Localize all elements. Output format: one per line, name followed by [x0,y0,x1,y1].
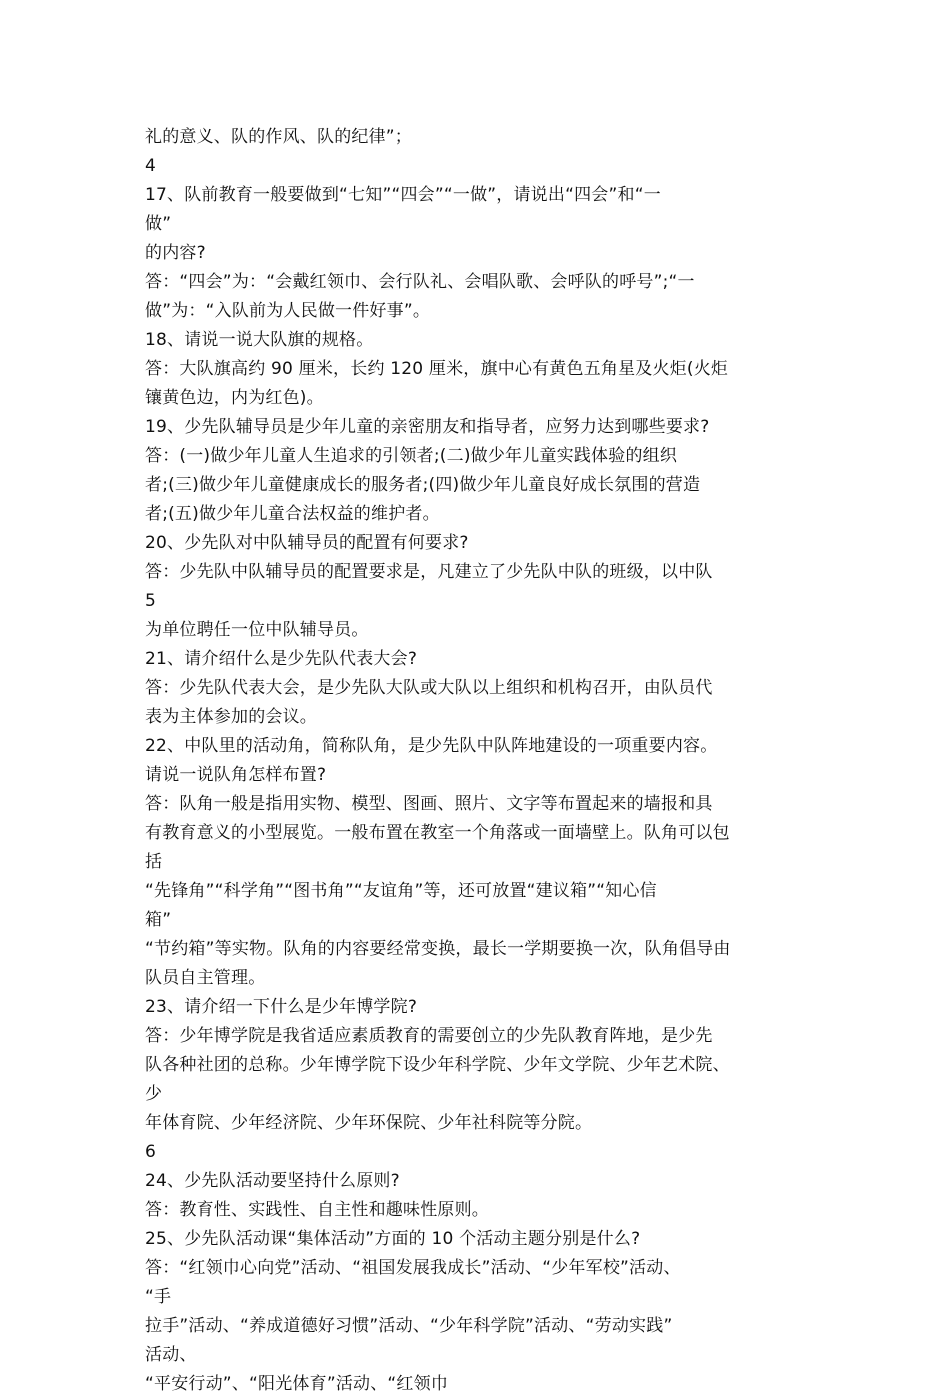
text-line: 队员自主管理。 [145,968,266,988]
page-number: 6 [145,1142,157,1162]
answer-23: 答：少年博学院是我省适应素质教育的需要创立的少先队教育阵地，是少先 [145,1026,713,1046]
text-line: 表为主体参加的会议。 [145,707,317,727]
text-line: 拉手”活动、“养成道德好习惯”活动、“少年科学院”活动、“劳动实践” [145,1316,673,1336]
text-line: 为单位聘任一位中队辅导员。 [145,620,369,640]
question-18: 18、请说一说大队旗的规格。 [145,330,374,350]
text-line: 有教育意义的小型展览。一般布置在教室一个角落或一面墙壁上。队角可以包 [145,823,730,843]
answer-25: 答：“红领巾心向党”活动、“祖国发展我成长”活动、“少年军校”活动、 [145,1258,681,1278]
text-line: 者;(三)做少年儿童健康成长的服务者;(四)做少年儿童良好成长氛围的营造 [145,475,701,495]
question-25: 25、少先队活动课“集体活动”方面的 10 个活动主题分别是什么? [145,1229,641,1249]
question-17: 17、队前教育一般要做到“七知”“四会”“一做”，请说出“四会”和“一 [145,185,661,205]
text-line: “平安行动”、“阳光体育”活动、“红领巾 [145,1374,449,1394]
text-line: 少 [145,1084,163,1104]
answer-24: 答：教育性、实践性、自主性和趣味性原则。 [145,1200,489,1220]
question-22: 22、中队里的活动角，简称队角，是少先队中队阵地建设的一项重要内容。 [145,736,718,756]
answer-21: 答：少先队代表大会，是少先队大队或大队以上组织和机构召开，由队员代 [145,678,713,698]
answer-19: 答：(一)做少年儿童人生追求的引领者;(二)做少年儿童实践体验的组织 [145,446,678,466]
answer-20: 答：少先队中队辅导员的配置要求是，凡建立了少先队中队的班级，以中队 [145,562,713,582]
text-line: 做” [145,214,172,234]
document-text [145,123,815,1399]
text-line: “手 [145,1287,172,1307]
text-line: 括 [145,852,163,872]
text-line: 镶黄色边，内为红色)。 [145,388,324,408]
question-20: 20、少先队对中队辅导员的配置有何要求? [145,533,469,553]
answer-17: 答：“四会”为：“会戴红领巾、会行队礼、会唱队歌、会呼队的呼号”;“一 [145,272,695,292]
text-line: “节约箱”等实物。队角的内容要经常变换，最长一学期要换一次，队角倡导由 [145,939,731,959]
text-line: 箱” [145,910,172,930]
answer-22: 答：队角一般是指用实物、模型、图画、照片、文字等布置起来的墙报和具 [145,794,713,814]
text-line: 者;(五)做少年儿童合法权益的维护者。 [145,504,440,524]
answer-18: 答：大队旗高约 90 厘米，长约 120 厘米，旗中心有黄色五角星及火炬(火炬 [145,359,729,379]
text-line: 队各种社团的总称。少年博学院下设少年科学院、少年文学院、少年艺术院、 [145,1055,730,1075]
page-number: 4 [145,156,157,176]
text-line: 活动、 [145,1345,197,1365]
question-23: 23、请介绍一下什么是少年博学院? [145,997,418,1017]
question-21: 21、请介绍什么是少先队代表大会? [145,649,418,669]
text-line: “先锋角”“科学角”“图书角”“友谊角”等，还可放置“建议箱”“知心信 [145,881,657,901]
question-19: 19、少先队辅导员是少年儿童的亲密朋友和指导者，应努力达到哪些要求? [145,417,710,437]
text-line: 请说一说队角怎样布置? [145,765,327,785]
text-line: 年体育院、少年经济院、少年环保院、少年社科院等分院。 [145,1113,593,1133]
question-24: 24、少先队活动要坚持什么原则? [145,1171,400,1191]
text-line: 礼的意义、队的作风、队的纪律”； [145,127,413,147]
page-number: 5 [145,591,157,611]
text-line: 做”为：“入队前为人民做一件好事”。 [145,301,431,321]
text-line: 的内容? [145,243,206,263]
